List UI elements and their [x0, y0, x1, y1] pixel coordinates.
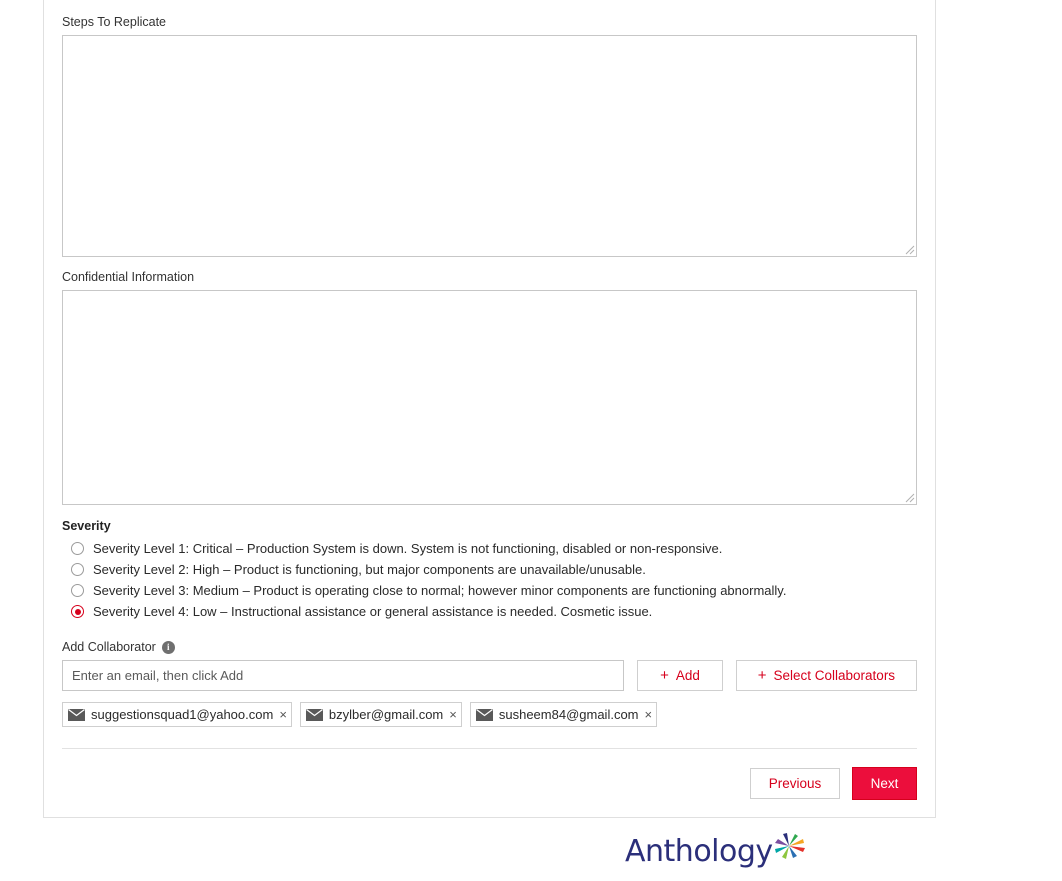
- collaborator-email-input[interactable]: [62, 660, 624, 691]
- envelope-icon: [306, 709, 323, 721]
- collaborator-chip[interactable]: [300, 702, 462, 727]
- envelope-icon: [68, 709, 85, 721]
- confidential-information-field: [62, 269, 917, 505]
- form-body: [44, 0, 935, 817]
- form-footer: [62, 749, 917, 817]
- support-case-form-card: [43, 0, 936, 818]
- plus-icon: +: [660, 667, 669, 684]
- confidential-information-input[interactable]: [62, 290, 917, 505]
- collaborator-chip-list: [62, 702, 917, 727]
- severity-option-2[interactable]: [62, 559, 917, 580]
- collaborator-chip-email: susheem84@gmail.com: [498, 707, 639, 722]
- collaborator-input-row: [62, 660, 917, 691]
- add-collaborator-button[interactable]: [637, 660, 723, 691]
- brand-name: Anthology: [625, 834, 773, 869]
- collaborator-chip[interactable]: [62, 702, 292, 727]
- anthology-logo: [625, 836, 807, 868]
- collaborator-chip-email: bzylber@gmail.com: [328, 707, 444, 722]
- confidential-information-label: Confidential Information: [62, 270, 195, 284]
- remove-chip-icon[interactable]: ×: [449, 707, 457, 722]
- select-collaborators-button[interactable]: [736, 660, 917, 691]
- radio-icon-selected[interactable]: [71, 605, 84, 618]
- severity-option-label: Severity Level 4: Low – Instructional assistance or general assistance is needed. Cosmetic issue.: [93, 603, 653, 619]
- anthology-mark-icon: [771, 832, 807, 862]
- severity-option-label: Severity Level 1: Critical – Production System is down. System is not functioning, disabled or non-responsive.: [93, 540, 723, 556]
- severity-option-4[interactable]: [62, 601, 917, 622]
- collaborator-chip[interactable]: [470, 702, 657, 727]
- severity-option-3[interactable]: [62, 580, 917, 601]
- severity-option-label: Severity Level 2: High – Product is functioning, but major components are unavailable/unusable.: [93, 561, 646, 577]
- steps-to-replicate-label: Steps To Replicate: [62, 15, 166, 29]
- next-button[interactable]: Next: [852, 767, 917, 800]
- severity-group: [62, 519, 917, 622]
- info-icon[interactable]: i: [162, 641, 175, 654]
- remove-chip-icon[interactable]: ×: [279, 707, 287, 722]
- previous-button[interactable]: Previous: [750, 768, 840, 799]
- severity-option-1[interactable]: [62, 538, 917, 559]
- remove-chip-icon[interactable]: ×: [644, 707, 653, 722]
- radio-icon[interactable]: [71, 563, 84, 576]
- radio-icon[interactable]: [71, 542, 84, 555]
- steps-to-replicate-field: [62, 14, 917, 257]
- select-collaborators-label: Select Collaborators: [773, 668, 896, 683]
- radio-icon[interactable]: [71, 584, 84, 597]
- severity-option-label: Severity Level 3: Medium – Product is operating close to normal; however minor components are functioning abnormally.: [93, 582, 787, 598]
- add-collaborator-section: [62, 640, 917, 727]
- add-collaborator-label-row: [62, 640, 917, 654]
- envelope-icon: [476, 709, 493, 721]
- steps-to-replicate-input[interactable]: [62, 35, 917, 257]
- add-collaborator-label: Add Collaborator: [62, 640, 156, 654]
- severity-title: Severity: [62, 519, 111, 533]
- collaborator-chip-email: suggestionsquad1@yahoo.com: [91, 707, 274, 722]
- plus-icon: +: [757, 667, 767, 684]
- add-button-label: Add: [675, 668, 700, 683]
